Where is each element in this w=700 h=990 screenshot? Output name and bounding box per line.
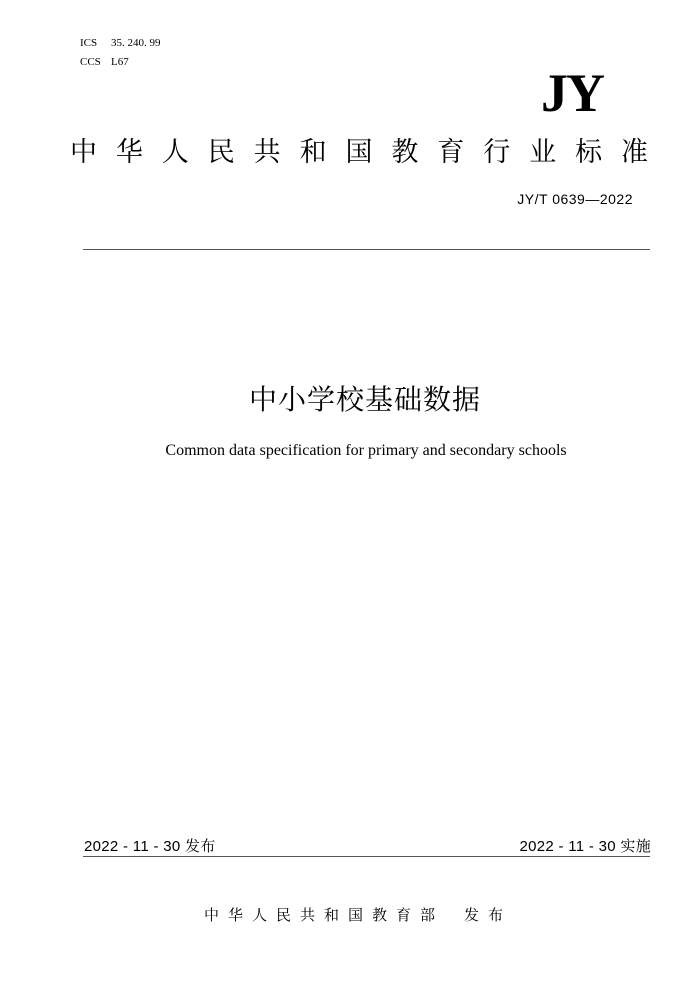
- classification-codes: [80, 34, 161, 72]
- issuer-name: 中华人民共和国教育部: [203, 906, 444, 924]
- brand-mark: JY: [541, 63, 603, 123]
- issuer-line: [0, 904, 700, 925]
- ics-row: [80, 34, 161, 53]
- ics-value: 35. 240. 99: [111, 37, 161, 49]
- document-title-en: Common data specification for primary and secondary schools: [165, 442, 567, 459]
- ccs-value: L67: [111, 56, 129, 68]
- ics-label: ICS: [80, 37, 98, 49]
- standard-number: JY/T 0639—2022: [517, 191, 633, 207]
- ccs-row: [80, 53, 161, 72]
- bottom-divider: [83, 856, 650, 857]
- implement-date: 2022 - 11 - 30 实施: [519, 838, 651, 855]
- issue-word: 发布: [464, 906, 513, 924]
- ccs-label: CCS: [80, 56, 101, 68]
- standard-title: 中华人民共和国教育行业标准: [70, 137, 650, 168]
- top-divider: [83, 249, 650, 250]
- document-title-cn: 中小学校基础数据: [248, 383, 481, 416]
- publish-date: 2022 - 11 - 30 发布: [84, 838, 216, 855]
